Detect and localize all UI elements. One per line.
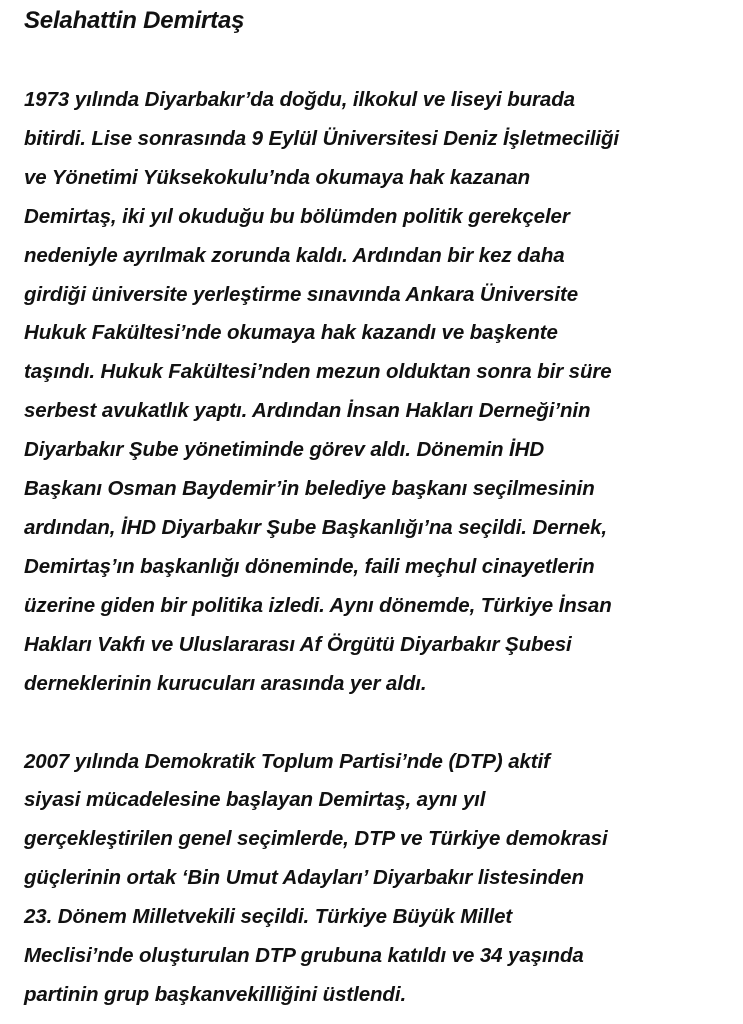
paragraph-line: Demirtaş’ın başkanlığı döneminde, faili meçhul cinayetlerin [24, 554, 595, 578]
paragraph-line: güçlerinin ortak ‘Bin Umut Adayları’ Diyarbakır listesinden [24, 866, 584, 890]
paragraph-line: nedeniyle ayrılmak zorunda kaldı. Ardından bir kez daha [24, 243, 565, 267]
paragraph-political-career [24, 743, 724, 1015]
paragraph-line: girdiği üniversite yerleştirme sınavında Ankara Üniversite [24, 282, 578, 306]
paragraph-line: Hukuk Fakültesi’nde okumaya hak kazandı ve başkente [24, 321, 558, 345]
paragraph-line: ve Yönetimi Yüksekokulu’nda okumaya hak kazanan [24, 165, 531, 189]
paragraph-line: Diyarbakır Şube yönetiminde görev aldı. Dönemin İHD [24, 438, 545, 462]
paragraph-line: 2007 yılında Demokratik Toplum Partisi’nde (DTP) aktif [24, 749, 550, 773]
document-page [24, 0, 724, 1015]
paragraph-line: Meclisi’nde oluşturulan DTP grubuna katıldı ve 34 yaşında [24, 944, 584, 968]
paragraph-line: 1973 yılında Diyarbakır’da doğdu, ilkokul ve liseyi burada [24, 88, 575, 111]
paragraph-line: derneklerinin kurucuları arasında yer aldı. [24, 671, 427, 695]
paragraph-line: taşındı. Hukuk Fakültesi’nden mezun olduktan sonra bir süre [24, 360, 612, 384]
paragraph-line: Hakları Vakfı ve Uluslararası Af Örgütü Diyarbakır Şubesi [24, 632, 572, 656]
paragraph-line: 23. Dönem Milletvekili seçildi. Türkiye Büyük Millet [24, 905, 513, 929]
paragraph-line: partinin grup başkanvekilliğini üstlendi. [24, 982, 407, 1006]
paragraph-line: Başkanı Osman Baydemir’in belediye başkanı seçilmesinin [24, 477, 595, 501]
paragraph-line: gerçekleştirilen genel seçimlerde, DTP ve Türkiye demokrasi [24, 827, 608, 851]
paragraph-biography-early-life [24, 81, 724, 704]
paragraph-line: bitirdi. Lise sonrasında 9 Eylül Üniversitesi Deniz İşletmeciliği [24, 126, 620, 150]
document-title: Selahattin Demirtaş [24, 7, 245, 34]
paragraph-line: Demirtaş, iki yıl okuduğu bu bölümden politik gerekçeler [24, 204, 570, 228]
paragraph-line: ardından, İHD Diyarbakır Şube Başkanlığı’na seçildi. Dernek, [24, 515, 608, 539]
paragraph-line: serbest avukatlık yaptı. Ardından İnsan Hakları Derneği’nin [24, 399, 591, 423]
paragraph-line: siyasi mücadelesine başlayan Demirtaş, aynı yıl [24, 788, 486, 812]
paragraph-line: üzerine giden bir politika izledi. Aynı dönemde, Türkiye İnsan [24, 593, 612, 617]
